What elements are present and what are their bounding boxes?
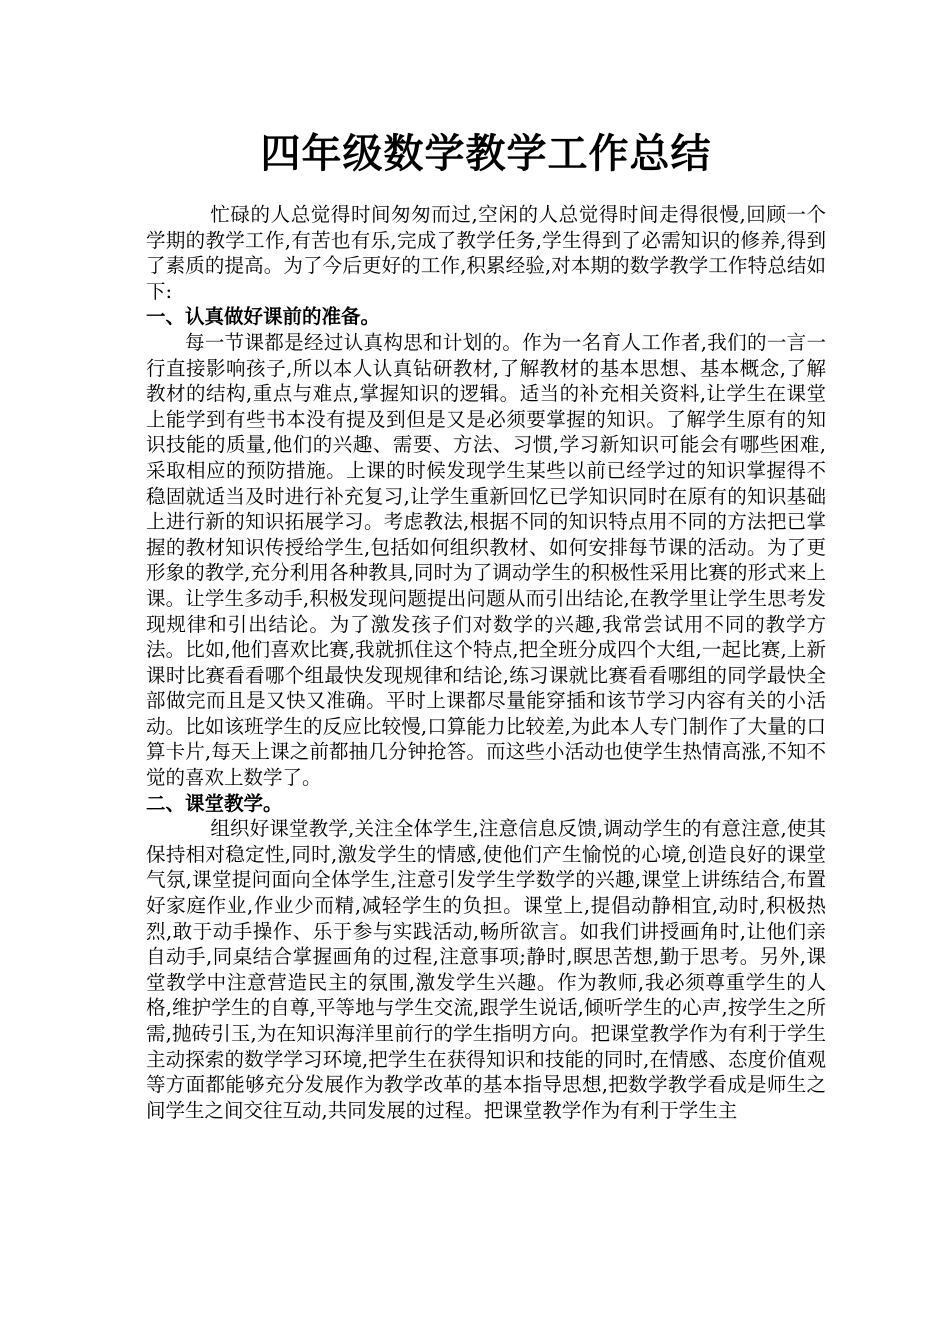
document-content — [146, 128, 826, 1123]
intro-paragraph: 忙碌的人总觉得时间匆匆而过,空闲的人总觉得时间走得很慢,回顾一个学期的教学工作,有苦也有乐,完成了教学任务,学生得到了必需知识的修养,得到了素质的提高。为了今后更好的工作,积累经验,对本期的数学教学工作特总结如下: — [146, 203, 826, 303]
section-body-classroom: 组织好课堂教学,关注全体学生,注意信息反馈,调动学生的有意注意,使其保持相对稳定性,同时,激发学生的情感,使他们产生愉悦的心境,创造良好的课堂气氛,课堂提问面向全体学生,注意引发学生学数学的兴趣,课堂上讲练结合,布置好家庭作业,作业少而精,减轻学生的负担。课堂上,提倡动静相宜,动时,积极热烈,敢于动手操作、乐于参与实践活动,畅所欲言。如我们讲授画角时,让他们亲自动手,同桌结合掌握画角的过程,注意事项;静时,瞑思苦想,勤于思考。另外,课堂教学中注意营造民主的氛围,激发学生兴趣。作为教师,我必须尊重学生的人格,维护学生的自尊,平等地与学生交流,跟学生说话,倾听学生的心声,按学生之所需,抛砖引玉,为在知识海洋里前行的学生指明方向。把课堂教学作为有利于学生主动探索的数学学习环境,把学生在获得知识和技能的同时,在情感、态度价值观等方面都能够充分发展作为教学改革的基本指导思想,把数学教学看成是师生之间学生之间交往互动,共同发展的过程。把课堂教学作为有利于学生主 — [146, 817, 826, 1122]
section-heading-preparation: 一、认真做好课前的准备。 — [146, 305, 381, 329]
document-title: 四年级数学教学工作总结 — [260, 130, 712, 177]
section-body-preparation: 每一节课都是经过认真构思和计划的。作为一名育人工作者,我们的一言一行直接影响孩子,所以本人认真钻研教材,了解教材的基本思想、基本概念,了解教材的结构,重点与难点,掌握知识的逻辑。适当的补充相关资料,让学生在课堂上能学到有些书本没有提及到但是又是必须要掌握的知识。了解学生原有的知识技能的质量,他们的兴趣、需要、方法、习惯,学习新知识可能会有哪些困难,采取相应的预防措施。上课的时候发现学生某些以前已经学过的知识掌握得不稳固就适当及时进行补充复习,让学生重新回忆已学知识同时在原有的知识基础上进行新的知识拓展学习。考虑教法,根据不同的知识特点用不同的方法把已掌握的教材知识传授给学生,包括如何组织教材、如何安排每节课的活动。为了更形象的教学,充分利用各种教具,同时为了调动学生的积极性采用比赛的形式来上课。让学生多动手,积极发现问题提出问题从而引出结论,在教学里让学生思考发现规律和引出结论。为了激发孩子们对数学的兴趣,我常尝试用不同的教学方法。比如,他们喜欢比赛,我就抓住这个特点,把全班分成四个大组,一起比赛,上新课时比赛看看哪个组最快发现规律和结论,练习课就比赛看看哪组的同学最快全部做完而且是又快又准确。平时上课都尽量能穿插和该节学习内容有关的小活动。比如该班学生的反应比较慢,口算能力比较差,为此本人专门制作了大量的口算卡片,每天上课之前都抽几分钟抢答。而这些小活动也使学生热情高涨,不知不觉的喜欢上数学了。 — [146, 330, 826, 790]
section-heading-classroom: 二、课堂教学。 — [146, 791, 283, 815]
